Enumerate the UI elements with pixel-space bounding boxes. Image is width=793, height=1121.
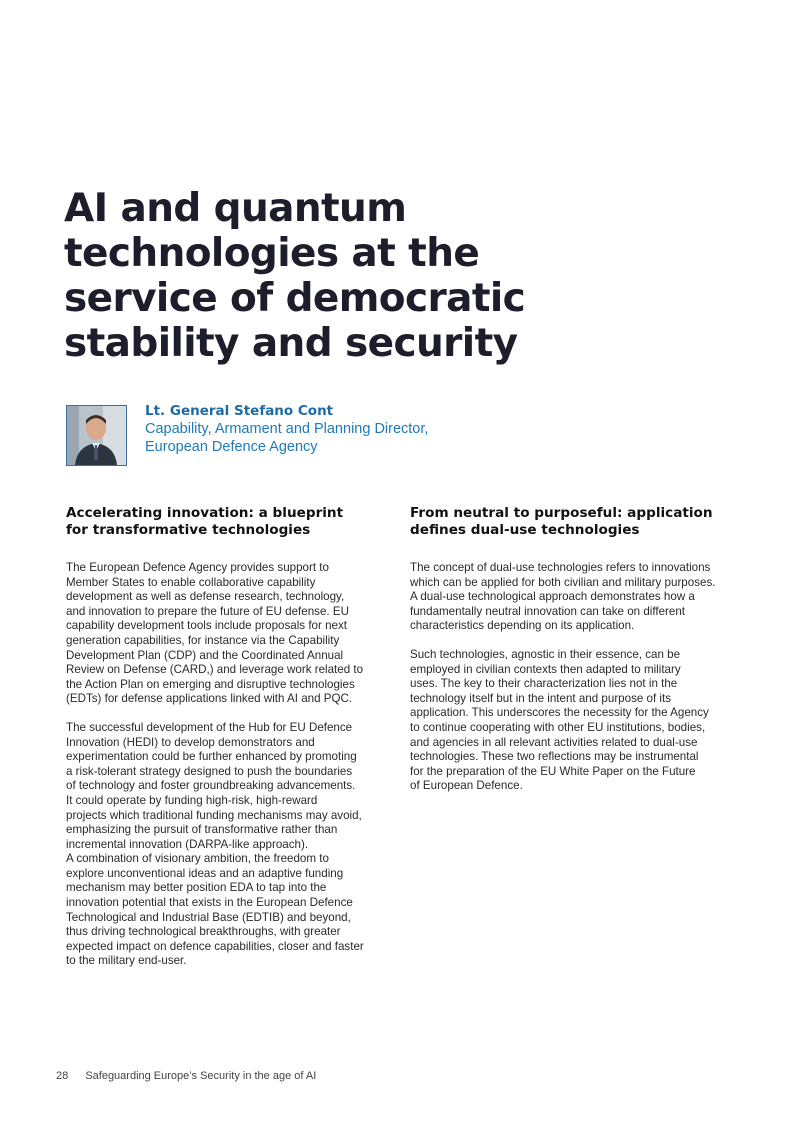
right-column — [410, 505, 728, 808]
text-line: The successful development of the Hub for EU Defence — [66, 720, 353, 734]
text-line: A dual-use technological approach demonstrates how a — [410, 590, 695, 604]
publication-title: Safeguarding Europe’s Security in the age of AI — [85, 1070, 317, 1082]
text-line: thus driving technological breakthroughs, with greater — [66, 925, 341, 939]
text-line: The European Defence Agency provides support to — [66, 561, 329, 574]
text-line: innovation potential that exists in the European Defence — [66, 896, 353, 910]
text-line: emphasizing the pursuit of transformative rather than — [66, 823, 338, 837]
author-role-line: European Defence Agency — [145, 439, 318, 455]
text-line: expected impact on defence capabilities, closer and faster — [66, 939, 364, 953]
title-line: AI and quantum — [64, 186, 407, 231]
text-line: projects which traditional funding mechanisms may avoid, — [66, 808, 362, 822]
text-line: Technological and Industrial Base (EDTIB) and beyond, — [66, 910, 351, 924]
text-line: It could operate by funding high-risk, high-reward — [66, 793, 318, 807]
text-line: which can be applied for both civilian and military purposes. — [410, 575, 716, 589]
text-line: characteristics depending on its application. — [410, 619, 635, 633]
heading-line: for transformative technologies — [66, 522, 311, 538]
text-line: Review on Defense (CARD,) and leverage work related to — [66, 663, 364, 677]
text-line: Member States to enable collaborative capability — [66, 575, 316, 589]
left-paragraph-2 — [66, 721, 378, 969]
text-line: capability development tools include proposals for next — [66, 619, 347, 633]
text-line: generation capabilities, for instance via the Capability — [66, 633, 340, 647]
right-paragraph-2 — [410, 648, 728, 794]
left-column-heading — [66, 505, 378, 539]
right-column-heading — [410, 505, 728, 539]
text-line: Innovation (HEDI) to develop demonstrators and — [66, 735, 315, 749]
text-line: Such technologies, agnostic in their essence, can be — [410, 647, 681, 661]
text-line: and agencies in all relevant activities related to dual-use — [410, 735, 698, 749]
left-paragraph-1 — [66, 561, 378, 707]
author-photo — [66, 405, 127, 466]
text-line: of European Defence. — [410, 779, 523, 793]
text-line: The concept of dual-use technologies refers to innovations — [410, 561, 711, 574]
text-line: technologies. These two reflections may be instrumental — [410, 750, 699, 764]
text-line: application. This underscores the necessity for the Agency — [410, 706, 709, 720]
article-title — [64, 186, 624, 366]
text-line: mechanism may better position EDA to tap into the — [66, 881, 327, 895]
text-line: Development Plan (CDP) and the Coordinated Annual — [66, 648, 344, 662]
author-role-line: Capability, Armament and Planning Director, — [145, 421, 429, 437]
author-portrait-image — [67, 406, 126, 465]
text-line: uses. The key to their characterization lies not in the — [410, 677, 678, 691]
text-line: employed in civilian contexts then adapted to military — [410, 662, 681, 676]
left-column — [66, 505, 378, 983]
text-line: technology itself but in the intent and purpose of its — [410, 691, 672, 705]
text-line: fundamentally neutral innovation can take on different — [410, 604, 686, 618]
right-paragraph-1 — [410, 561, 728, 634]
title-line: technologies at the — [64, 231, 480, 276]
heading-line: From neutral to purposeful: application — [410, 505, 713, 521]
heading-line: Accelerating innovation: a blueprint — [66, 505, 344, 521]
text-line: A combination of visionary ambition, the freedom to — [66, 852, 329, 866]
text-line: a risk-tolerant strategy designed to push the boundaries — [66, 764, 353, 778]
author-byline — [145, 402, 428, 456]
text-line: the Action Plan on emerging and disruptive technologies — [66, 677, 355, 691]
page-footer — [56, 1070, 316, 1082]
text-line: incremental innovation (DARPA-like approach). — [66, 837, 309, 851]
text-line: to the military end-user. — [66, 954, 187, 968]
text-line: (EDTs) for defense applications linked with AI and PQC. — [66, 692, 353, 706]
text-line: of technology and foster groundbreaking advancements. — [66, 779, 356, 793]
text-line: explore unconventional ideas and an adaptive funding — [66, 866, 344, 880]
text-line: and innovation to prepare the future of EU defense. EU — [66, 604, 349, 618]
title-line: service of democratic — [64, 276, 526, 321]
text-line: development as well as defense research, technology, — [66, 590, 345, 604]
author-name: Lt. General Stefano Cont — [145, 403, 334, 419]
text-line: to continue cooperating with other EU institutions, bodies, — [410, 720, 706, 734]
page-number: 28 — [56, 1070, 69, 1082]
text-line: experimentation could be further enhanced by promoting — [66, 750, 357, 764]
title-line: stability and security — [64, 321, 518, 366]
text-line: for the preparation of the EU White Paper on the Future — [410, 764, 696, 778]
heading-line: defines dual-use technologies — [410, 522, 640, 538]
